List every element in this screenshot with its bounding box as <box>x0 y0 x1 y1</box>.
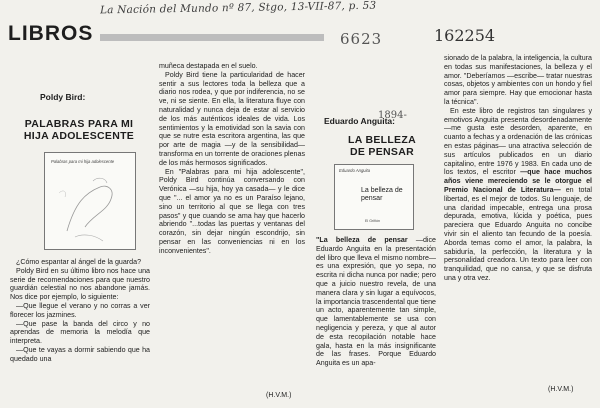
review1-col2-paragraph: En "Palabras para mi hija adolescente", Poldy Bird continúa conversando con Verónica —su hija, hoy ya casada— y le dice que "... el amor ya no es un Paraíso lejano, sino un territorio al que se llega con tres pasos" y que cuando se ama hay que hacerlo abriendo "...todas las puertas y ventanas del corazón, sin dejar ningún escondrijo, sin pensar en las conveniencias ni en los inconvenientes". <box>159 167 305 255</box>
review1-col1-paragraph: ¿Cómo espantar al ángel de la guarda? <box>16 258 142 266</box>
section-header <box>8 22 328 52</box>
review2-col3-text: —dice Eduardo Anguita en la presentación del libro que lleva el mismo nombre— es una expresión, que yo sepa, no escrita ni dicha nunca por nadie; pero que a juicio nuestro revela, de una manera clara y sin lugar a equívocos, la importancia trascendental que tiene un acto, aparentemente tan simple, que lamentablemente se usa con negligencia y pereza, y que al autor de esta recopilación notable hace gala, hasta en la más insignificante de las frases. Porque Eduardo Anguita es un apa- <box>316 236 436 368</box>
review2-cover-publisher: El Griñón <box>365 219 380 223</box>
review1-col1-paragraph: —Que pase la banda del circo y no aprendas de memoria la melodía que interpreta. <box>10 319 150 346</box>
review1-cover-text: Palabras para mi hija adolescente <box>51 159 115 164</box>
review2-title-line2: DE PENSAR <box>350 146 414 158</box>
review2-column3 <box>316 236 436 368</box>
review1-author: Poldy Bird: <box>40 92 86 102</box>
review2-col4-text: en total libertad, es el mejor de todos. Su lenguaje, de una claridad impecable, entrega una prosa depurada, emotiva, lúcida y poética, pues pareciera que Eduardo Anguita no concibe vivir sin el aliento tan fecundo de la poesía. Aborda temas como el amor, la palabra, la sabiduría, la perfección, la literatura y la personalidad creadora. Un texto para leer con tranquilidad, que no cansa, y que se disfruta una y otra vez. <box>444 185 592 282</box>
review1-column1 <box>10 258 150 364</box>
review1-title <box>14 118 144 142</box>
review2-book-cover <box>334 164 414 230</box>
header-rule <box>100 34 324 41</box>
handwritten-code-1: 6623 <box>340 30 383 48</box>
review2-col4-bold: —que hace muchos años viene mereciendo se le otorgue el Premio Nacional de Literatura— <box>444 168 592 194</box>
review2-lead: "La belleza de pensar <box>316 236 408 244</box>
review1-title-line1: PALABRAS PARA MI <box>24 118 134 130</box>
review2-col4-paragraph <box>444 107 592 283</box>
review2-col4-text: En este libro de registros tan singulares y emotivos Anguita presenta desordenadamente —me gusta este desorden, aparente, en cuanto a fechas y a ordenación de las crónicas en estas páginas— una atractiva selección de sus artículos publicados en un diario capitalino, entre 1976 y 1983. En cada uno de los textos, el escritor <box>444 106 592 177</box>
review1-col2-paragraph: muñeca destapada en el suelo. <box>159 62 258 70</box>
review2-col3-paragraph <box>316 236 436 368</box>
review1-col2-paragraph: Poldy Bird tiene la particularidad de hacer sentir a sus lectores toda la belleza que a diario nos rodea, y que por indiferencia, no se ve, ni se siente. En ella, la literatura fluye con naturalidad y nunca deja de estar al servicio de los más auténticos ideales de vida. Los sentimientos y la emotividad son la savia con que se nutre esta escritora argentina, las que por arte de magia —y de la sensibilidad— transforma en un torrente de oraciones plenas de los más hermosos significados. <box>159 70 305 167</box>
review2-cover-title: La belleza de pensar <box>361 187 403 202</box>
review2-cover-author: Eduardo Anguita <box>339 168 371 173</box>
review2-signature: (H.V.M.) <box>548 386 574 393</box>
review1-cover-illustration <box>45 153 135 249</box>
review2-author: Eduardo Anguita: <box>324 116 395 126</box>
review1-column2 <box>159 62 305 256</box>
handwritten-source-note: La Nación del Mundo nº 87, Stgo, 13-VII-87, p. 53 <box>99 0 377 17</box>
review1-col1-paragraph: —Que llegue el verano y no corras a ver florecer los jazmines. <box>10 301 150 319</box>
review1-signature: (H.V.M.) <box>266 392 292 399</box>
review1-book-cover <box>44 152 136 250</box>
handwritten-code-2: 162254 <box>434 26 496 45</box>
review1-col1-paragraph: —Que te vayas a dormir sabiendo que ha quedado una <box>10 345 150 363</box>
review1-col1-paragraph: Poldy Bird en su último libro nos hace una serie de recomendaciones para que nuestro guardián celestial no nos abandone jamás. Nos dice por ejemplo, lo siguiente: <box>10 266 150 302</box>
review2-col4-paragraph: sionado de la palabra, la inteligencia, la cultura en todas sus manifestaciones, la belleza y el amor. "Deberíamos —escribe— tratar nuestras cosas, objetos y ambientes con un hondo y fiel amor para siempre. Hay que emocionar hasta la técnica". <box>444 54 592 106</box>
review2-title <box>326 134 438 158</box>
review2-column4 <box>444 54 592 283</box>
review2-title-line1: LA BELLEZA <box>348 134 416 146</box>
handwritten-year: 1894- <box>378 110 407 121</box>
section-title: LIBROS <box>8 22 94 45</box>
review1-title-line2: HIJA ADOLESCENTE <box>23 130 135 142</box>
